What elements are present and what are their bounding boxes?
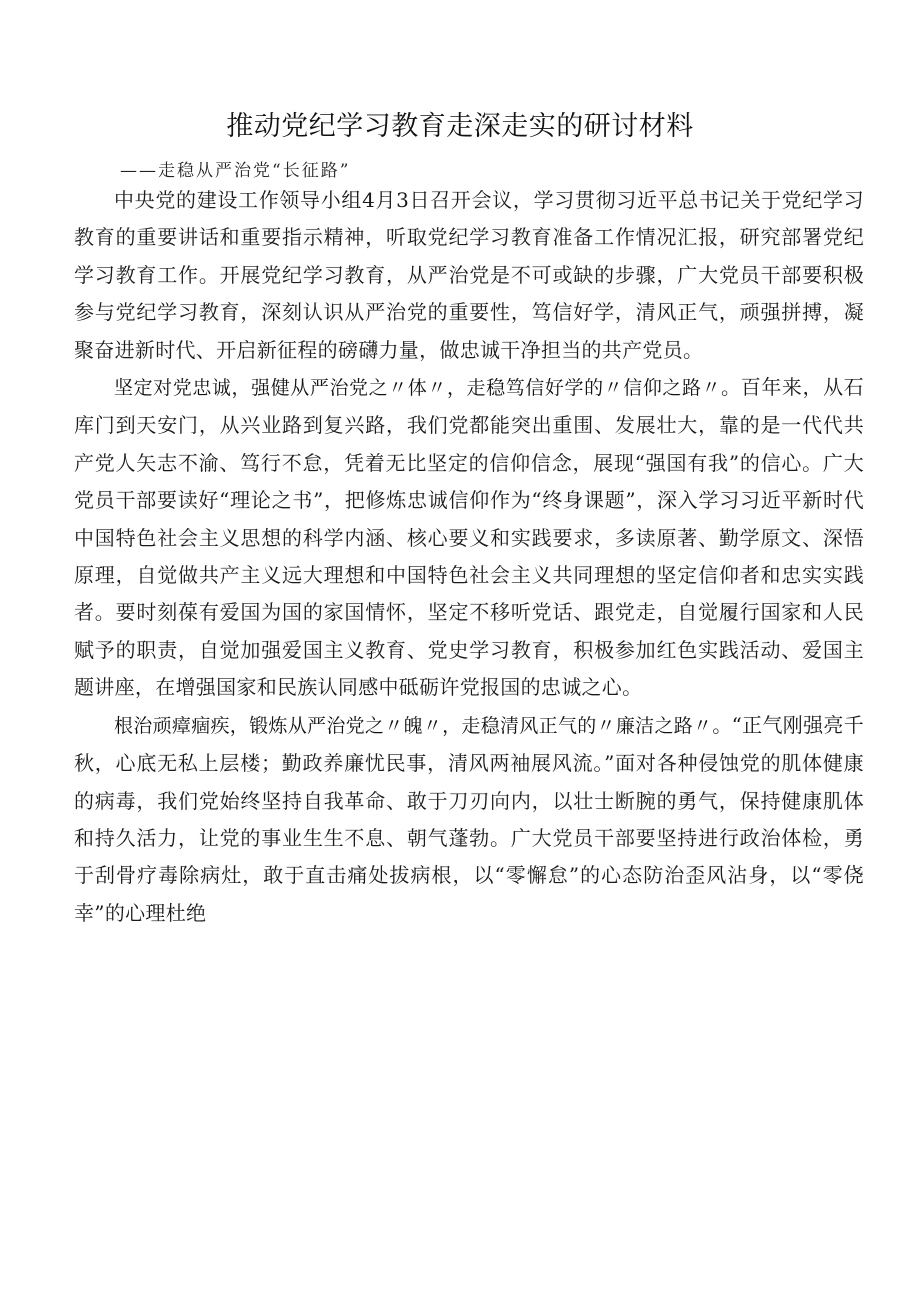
paragraph-integrity [74,707,864,932]
paragraph-text: 百年来，从石库门到天安门，从兴业路到复兴路，我们党都能突出重围、发展壮大，靠的是一代代共产党人矢志不渝、笃行不怠，凭着无比坚定的信仰信念，展现“强国有我”的信心。广大党员干部要读好“理论之书”，把修炼忠诚信仰作为“终身课题”，深入学习习近平新时代中国特色社会主义思想的科学内涵、核心要义和实践要求，多读原著、勤学原文、深悟原理，自觉做共产主义远大理想和中国特色社会主义共同理想的坚定信仰者和忠实实践者。要时刻葆有爱国为国的家国情怀，坚定不移听党话、跟党走，自觉履行国家和人民赋予的职责，自觉加强爱国主义教育、党史学习教育，积极参加红色实践活动、爱国主题讲座，在增强国家和民族认同感中砥砺许党报国的忠诚之心。 [74,375,864,700]
paragraph-loyalty [74,369,864,707]
document-subtitle: ——走稳从严治党“长征路” [120,161,351,181]
paragraph-text: “正气刚强亮千秋，心底无私上层楼；勤政养廉忧民事，清风两袖展风流。”面对各种侵蚀党的肌体健康的病毒，我们党始终坚持自我革命、敢于刀刃向内，以壮士断腕的勇气，保持健康肌体和持久活力，让党的事业生生不息、朝气蓬勃。广大党员干部要坚持进行政治体检，勇于刮骨疗毒除病灶，敢于直击痛处拔病根，以“零懈怠”的心态防治歪风沾身，以“零侥幸”的心理杜绝 [74,712,864,925]
paragraph-lead: 根治顽瘴痼疾，锻炼从严治党之〃魄〃，走稳清风正气的〃廉洁之路〃。 [114,714,732,737]
paragraph-lead: 坚定对党忠诚，强健从严治党之〃体〃，走稳笃信好学的〃信仰之路〃。 [114,377,741,400]
document-title: 推动党纪学习教育走深走实的研讨材料 [226,111,694,142]
document-body [74,182,864,932]
paragraph-intro [74,182,864,369]
paragraph-text: 中央党的建设工作领导小组4月3日召开会议，学习贯彻习近平总书记关于党纪学习教育的重要讲话和重要指示精神，听取党纪学习教育准备工作情况汇报，研究部署党纪学习教育工作。开展党纪学习教育，从严治党是不可或缺的步骤，广大党员干部要积极参与党纪学习教育，深刻认识从严治党的重要性，笃信好学，清风正气，顽强拼搏，凝聚奋进新时代、开启新征程的磅礴力量，做忠诚干净担当的共产党员。 [74,188,864,362]
